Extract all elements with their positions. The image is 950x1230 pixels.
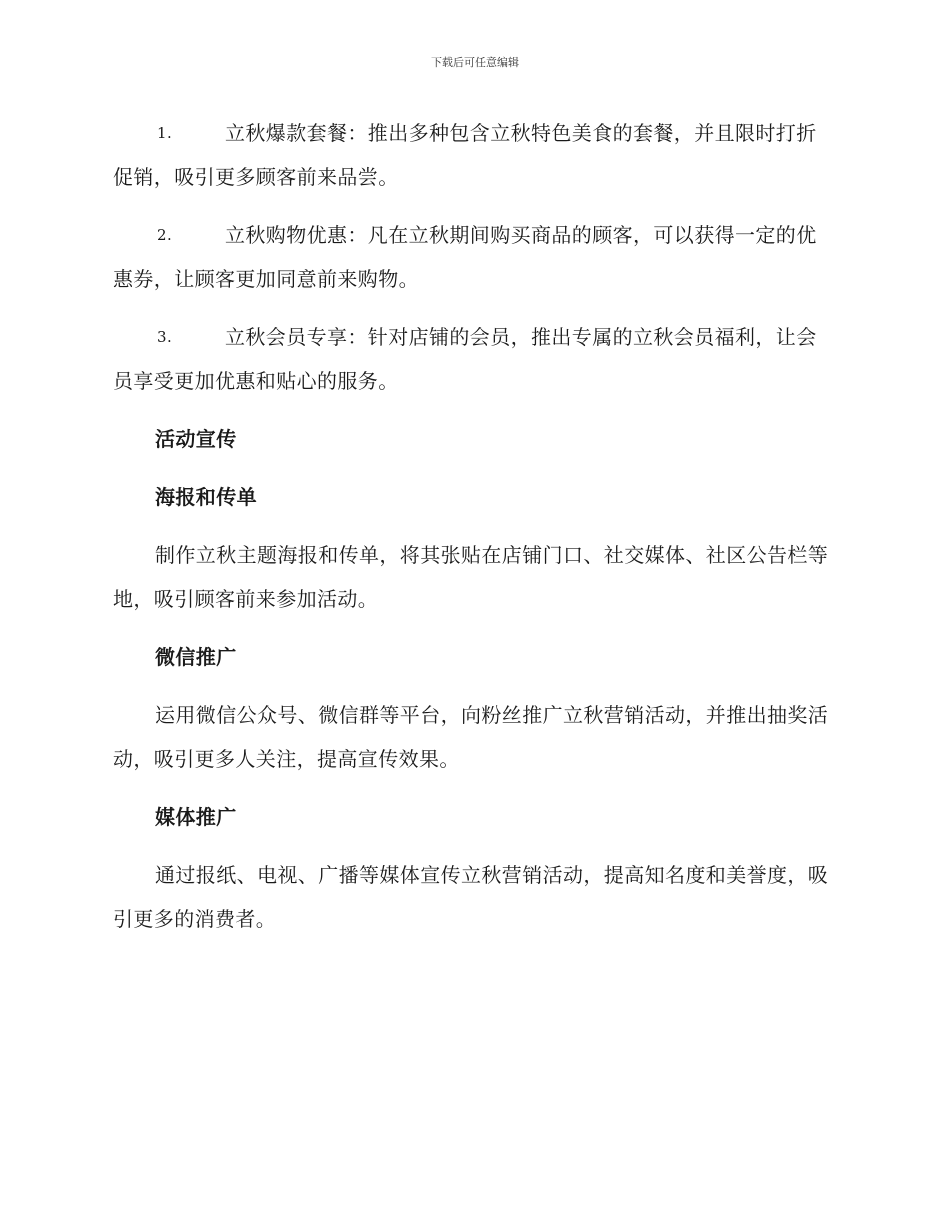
list-number: 1. — [157, 124, 173, 142]
list-item — [113, 315, 835, 403]
paragraph: 运用微信公众号、微信群等平台，向粉丝推广立秋营销活动，并推出抽奖活动，吸引更多人关注，提高宣传效果。 — [113, 703, 829, 771]
list-text: 立秋购物优惠：凡在立秋期间购买商品的顾客，可以获得一定的优惠券，让顾客更加同意前来购物。 — [113, 223, 817, 291]
section-title: 活动宣传 — [155, 427, 237, 451]
paragraph: 通过报纸、电视、广播等媒体宣传立秋营销活动，提高知名度和美誉度，吸引更多的消费者。 — [113, 863, 829, 931]
subsection-heading: 微信推广 — [155, 645, 237, 669]
list-number: 2. — [157, 226, 173, 244]
document-body — [113, 111, 835, 955]
list-item — [113, 213, 835, 301]
paragraph: 制作立秋主题海报和传单，将其张贴在店铺门口、社交媒体、社区公告栏等地，吸引顾客前来参加活动。 — [113, 543, 829, 611]
subsection-heading: 媒体推广 — [155, 805, 237, 829]
header-note: 下载后可任意编辑 — [431, 56, 519, 69]
list-item — [113, 111, 835, 199]
list-number: 3. — [157, 328, 173, 346]
list-text: 立秋会员专享：针对店铺的会员，推出专属的立秋会员福利，让会员享受更加优惠和贴心的服务。 — [113, 325, 817, 393]
list-text: 立秋爆款套餐：推出多种包含立秋特色美食的套餐，并且限时打折促销，吸引更多顾客前来品尝。 — [113, 121, 817, 189]
subsection-heading: 海报和传单 — [155, 485, 257, 509]
